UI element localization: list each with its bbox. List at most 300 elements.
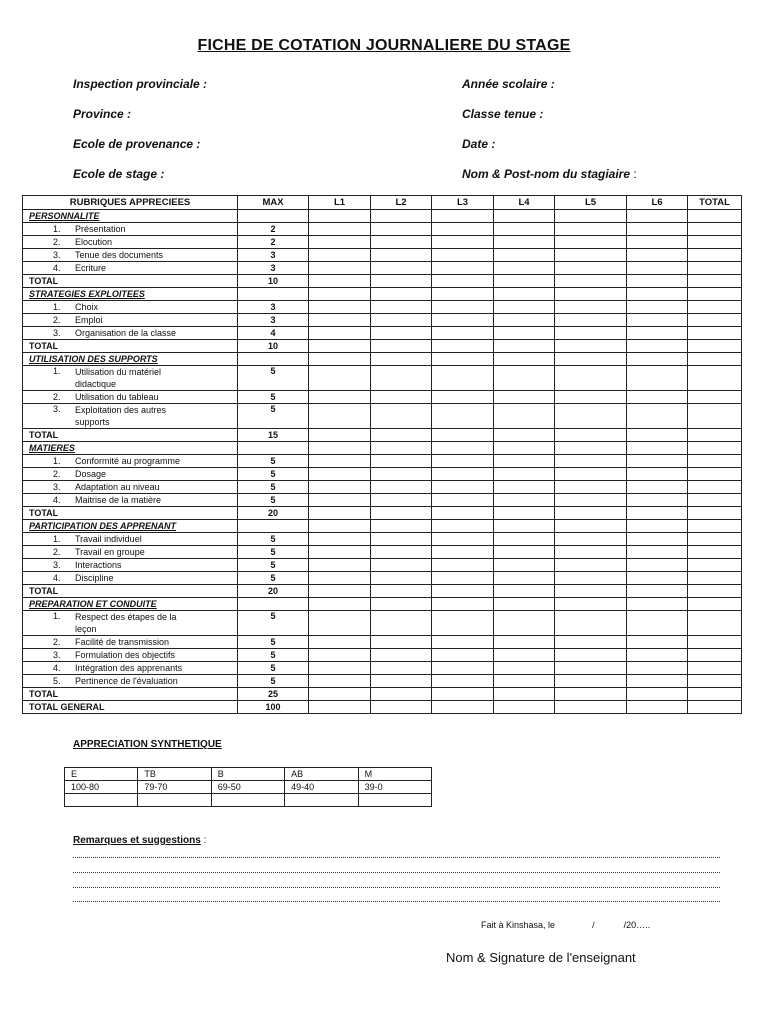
total-max: 10 xyxy=(238,340,309,353)
max-value: 5 xyxy=(238,468,309,481)
criterion-row xyxy=(23,301,742,314)
criterion-label xyxy=(23,481,238,494)
max-value: 5 xyxy=(238,533,309,546)
score-cell xyxy=(494,249,555,262)
criterion-text: Elocution xyxy=(75,236,113,247)
section-row xyxy=(23,353,742,366)
score-cell xyxy=(494,533,555,546)
score-cell xyxy=(555,675,627,688)
max-cell xyxy=(238,288,309,301)
max-cell xyxy=(238,442,309,455)
score-cell xyxy=(555,404,627,429)
score-cell xyxy=(555,288,627,301)
score-cell xyxy=(627,429,688,442)
score-cell xyxy=(688,262,742,275)
score-cell xyxy=(432,494,494,507)
score-cell xyxy=(371,546,432,559)
criterion-text: Utilisation du matériel didactique xyxy=(75,367,162,389)
total-max: 10 xyxy=(238,275,309,288)
col-header: L3 xyxy=(432,196,494,210)
score-cell xyxy=(309,210,371,223)
col-header: L1 xyxy=(309,196,371,210)
score-cell xyxy=(371,236,432,249)
score-cell xyxy=(688,314,742,327)
score-cell xyxy=(432,314,494,327)
criterion-number: 3. xyxy=(53,559,61,570)
col-header: RUBRIQUES APPRECIEES xyxy=(23,196,238,210)
score-cell xyxy=(371,507,432,520)
score-cell xyxy=(688,327,742,340)
score-cell xyxy=(309,636,371,649)
score-cell xyxy=(688,559,742,572)
score-cell xyxy=(432,455,494,468)
criterion-text: Formulation des objectifs xyxy=(75,649,176,660)
remarks-line xyxy=(73,901,720,902)
total-max: 20 xyxy=(238,585,309,598)
total-max: 15 xyxy=(238,429,309,442)
max-value: 5 xyxy=(238,481,309,494)
max-value: 5 xyxy=(238,649,309,662)
max-value: 5 xyxy=(238,546,309,559)
score-cell xyxy=(494,404,555,429)
score-cell xyxy=(627,559,688,572)
criterion-number: 3. xyxy=(53,327,61,338)
synthese-title: APPRECIATION SYNTHETIQUE xyxy=(73,739,222,750)
max-value: 2 xyxy=(238,236,309,249)
criterion-number: 3. xyxy=(53,649,61,660)
score-cell xyxy=(309,275,371,288)
score-cell xyxy=(688,701,742,714)
criterion-text: Ecriture xyxy=(75,262,107,273)
score-cell xyxy=(555,636,627,649)
grade-range: 69-50 xyxy=(211,781,284,794)
col-header: L4 xyxy=(494,196,555,210)
max-value: 5 xyxy=(238,559,309,572)
criterion-label xyxy=(23,455,238,468)
annee-scolaire-label: Année scolaire : xyxy=(462,77,555,91)
score-cell xyxy=(309,327,371,340)
score-cell xyxy=(309,455,371,468)
score-cell xyxy=(371,675,432,688)
classe-tenue-label: Classe tenue : xyxy=(462,107,544,121)
total-label: TOTAL xyxy=(23,340,238,353)
remarks-line xyxy=(73,872,720,873)
score-cell xyxy=(555,442,627,455)
score-cell xyxy=(432,559,494,572)
score-cell xyxy=(371,210,432,223)
score-cell xyxy=(494,301,555,314)
criterion-number: 2. xyxy=(53,636,61,647)
criterion-text: Intégration des apprenants xyxy=(75,662,183,673)
criterion-text: Pertinence de l'évaluation xyxy=(75,675,178,686)
criterion-row xyxy=(23,494,742,507)
remarks-line xyxy=(73,857,720,858)
criterion-row xyxy=(23,404,742,429)
max-value: 2 xyxy=(238,223,309,236)
score-cell xyxy=(494,340,555,353)
section-row xyxy=(23,442,742,455)
score-cell xyxy=(371,340,432,353)
score-cell xyxy=(309,468,371,481)
max-value: 5 xyxy=(238,675,309,688)
score-cell xyxy=(627,494,688,507)
score-cell xyxy=(555,611,627,636)
criterion-text: Tenue des documents xyxy=(75,249,164,260)
score-cell xyxy=(371,481,432,494)
score-cell xyxy=(627,611,688,636)
score-cell xyxy=(309,249,371,262)
criterion-label xyxy=(23,249,238,262)
score-cell xyxy=(555,662,627,675)
criterion-label xyxy=(23,494,238,507)
section-name: UTILISATION DES SUPPORTS xyxy=(23,353,238,366)
score-cell xyxy=(627,481,688,494)
score-cell xyxy=(627,598,688,611)
criterion-text: Discipline xyxy=(75,572,114,583)
score-cell xyxy=(432,585,494,598)
criterion-row xyxy=(23,223,742,236)
score-cell xyxy=(309,391,371,404)
score-cell xyxy=(494,688,555,701)
score-cell xyxy=(627,288,688,301)
score-cell xyxy=(555,314,627,327)
score-cell xyxy=(627,275,688,288)
score-cell xyxy=(432,429,494,442)
score-cell xyxy=(688,494,742,507)
score-cell xyxy=(688,507,742,520)
score-cell xyxy=(494,366,555,391)
criterion-label xyxy=(23,366,238,391)
total-max: 20 xyxy=(238,507,309,520)
criterion-label xyxy=(23,533,238,546)
total-max: 25 xyxy=(238,688,309,701)
score-cell xyxy=(432,520,494,533)
score-cell xyxy=(309,223,371,236)
score-cell xyxy=(555,210,627,223)
criterion-number: 1. xyxy=(53,455,61,466)
criterion-label xyxy=(23,223,238,236)
score-cell xyxy=(555,327,627,340)
grade-label: M xyxy=(358,768,431,781)
score-cell xyxy=(555,688,627,701)
score-cell xyxy=(627,572,688,585)
max-value: 3 xyxy=(238,301,309,314)
criterion-text: Emploi xyxy=(75,314,103,325)
score-cell xyxy=(309,546,371,559)
score-cell xyxy=(309,481,371,494)
evaluation-table xyxy=(22,195,742,714)
score-cell xyxy=(432,468,494,481)
criterion-text: Facilité de transmission xyxy=(75,636,170,647)
grade-range: 79-70 xyxy=(138,781,211,794)
score-cell xyxy=(627,249,688,262)
score-cell xyxy=(555,649,627,662)
score-cell xyxy=(432,611,494,636)
remarques-title: Remarques et suggestions : xyxy=(73,835,207,846)
criterion-label xyxy=(23,468,238,481)
max-cell xyxy=(238,353,309,366)
criterion-row xyxy=(23,533,742,546)
criterion-number: 4. xyxy=(53,572,61,583)
score-cell xyxy=(432,262,494,275)
table-header-row xyxy=(23,196,742,210)
max-value: 5 xyxy=(238,494,309,507)
score-cell xyxy=(555,481,627,494)
score-cell xyxy=(432,572,494,585)
score-cell xyxy=(494,494,555,507)
score-cell xyxy=(371,572,432,585)
grade-label: TB xyxy=(138,768,211,781)
max-value: 5 xyxy=(238,611,309,636)
max-value: 5 xyxy=(238,366,309,391)
criterion-row xyxy=(23,611,742,636)
criterion-label xyxy=(23,262,238,275)
score-cell xyxy=(494,468,555,481)
score-cell xyxy=(688,340,742,353)
date-slash: / xyxy=(592,920,595,930)
score-cell xyxy=(432,442,494,455)
score-cell xyxy=(432,301,494,314)
score-cell xyxy=(309,340,371,353)
score-cell xyxy=(688,611,742,636)
criterion-text: Dosage xyxy=(75,468,107,479)
max-cell xyxy=(238,210,309,223)
score-cell xyxy=(627,366,688,391)
score-cell xyxy=(432,533,494,546)
score-cell xyxy=(371,391,432,404)
score-cell xyxy=(627,442,688,455)
score-cell xyxy=(309,366,371,391)
score-cell xyxy=(555,275,627,288)
max-cell xyxy=(238,598,309,611)
score-cell xyxy=(688,366,742,391)
score-cell xyxy=(309,262,371,275)
col-header: L5 xyxy=(555,196,627,210)
score-cell xyxy=(555,301,627,314)
score-cell xyxy=(627,662,688,675)
criterion-text: Présentation xyxy=(75,223,126,234)
score-cell xyxy=(688,546,742,559)
score-cell xyxy=(432,391,494,404)
total-row xyxy=(23,688,742,701)
score-cell xyxy=(432,688,494,701)
score-cell xyxy=(627,520,688,533)
score-cell xyxy=(432,288,494,301)
score-cell xyxy=(432,649,494,662)
score-cell xyxy=(494,288,555,301)
section-name: STRATEGIES EXPLOITEES xyxy=(23,288,238,301)
score-cell xyxy=(371,262,432,275)
criterion-row xyxy=(23,327,742,340)
score-cell xyxy=(555,598,627,611)
criterion-label xyxy=(23,611,238,636)
score-cell xyxy=(494,275,555,288)
score-cell xyxy=(309,301,371,314)
criterion-number: 1. xyxy=(53,301,61,312)
fait-label: Fait à Kinshasa, le xyxy=(481,920,556,930)
score-cell xyxy=(371,611,432,636)
total-label: TOTAL xyxy=(23,688,238,701)
criterion-number: 2. xyxy=(53,391,61,402)
score-cell xyxy=(309,662,371,675)
score-cell xyxy=(688,353,742,366)
score-cell xyxy=(371,301,432,314)
section-name: PARTICIPATION DES APPRENANT xyxy=(23,520,238,533)
criterion-row xyxy=(23,649,742,662)
criterion-row xyxy=(23,636,742,649)
score-cell xyxy=(627,585,688,598)
score-cell xyxy=(555,429,627,442)
score-cell xyxy=(688,520,742,533)
score-cell xyxy=(555,559,627,572)
synthese-range-row xyxy=(65,781,432,794)
score-cell xyxy=(627,327,688,340)
criterion-number: 4. xyxy=(53,494,61,505)
score-cell xyxy=(688,649,742,662)
score-cell xyxy=(627,262,688,275)
score-cell xyxy=(688,288,742,301)
synthese-empty-row xyxy=(65,794,432,807)
score-cell xyxy=(627,340,688,353)
score-cell xyxy=(371,275,432,288)
criterion-row xyxy=(23,366,742,391)
score-cell xyxy=(494,327,555,340)
score-cell xyxy=(555,520,627,533)
score-cell xyxy=(688,455,742,468)
criterion-row xyxy=(23,249,742,262)
score-cell xyxy=(688,598,742,611)
score-cell xyxy=(688,533,742,546)
score-cell xyxy=(688,572,742,585)
col-header: MAX xyxy=(238,196,309,210)
criterion-row xyxy=(23,572,742,585)
criterion-text: Utilisation du tableau xyxy=(75,391,159,402)
empty-cell xyxy=(138,794,211,807)
score-cell xyxy=(309,649,371,662)
score-cell xyxy=(371,366,432,391)
criterion-label xyxy=(23,327,238,340)
synthese-header-row xyxy=(65,768,432,781)
score-cell xyxy=(494,598,555,611)
score-cell xyxy=(494,546,555,559)
score-cell xyxy=(494,649,555,662)
score-cell xyxy=(432,662,494,675)
criterion-number: 1. xyxy=(53,533,61,544)
criterion-text: Conformité au programme xyxy=(75,455,181,466)
score-cell xyxy=(494,353,555,366)
score-cell xyxy=(309,494,371,507)
score-cell xyxy=(494,429,555,442)
date-label: Date : xyxy=(462,137,496,151)
score-cell xyxy=(309,353,371,366)
score-cell xyxy=(627,649,688,662)
criterion-number: 2. xyxy=(53,546,61,557)
score-cell xyxy=(371,494,432,507)
score-cell xyxy=(555,391,627,404)
score-cell xyxy=(688,391,742,404)
score-cell xyxy=(494,481,555,494)
score-cell xyxy=(309,675,371,688)
score-cell xyxy=(555,701,627,714)
score-cell xyxy=(432,210,494,223)
criterion-label xyxy=(23,391,238,404)
score-cell xyxy=(432,353,494,366)
score-cell xyxy=(494,585,555,598)
score-cell xyxy=(494,507,555,520)
criterion-row xyxy=(23,236,742,249)
max-value: 5 xyxy=(238,391,309,404)
score-cell xyxy=(494,442,555,455)
score-cell xyxy=(494,223,555,236)
score-cell xyxy=(371,662,432,675)
score-cell xyxy=(371,223,432,236)
score-cell xyxy=(494,572,555,585)
score-cell xyxy=(371,636,432,649)
synthese-table xyxy=(64,767,432,807)
score-cell xyxy=(555,366,627,391)
criterion-row xyxy=(23,662,742,675)
score-cell xyxy=(688,585,742,598)
criterion-text: Exploitation des autres supports xyxy=(75,405,167,427)
date-year: /20….. xyxy=(623,920,651,930)
score-cell xyxy=(627,391,688,404)
total-label: TOTAL xyxy=(23,429,238,442)
score-cell xyxy=(688,210,742,223)
score-cell xyxy=(309,404,371,429)
score-cell xyxy=(309,520,371,533)
max-value: 5 xyxy=(238,636,309,649)
section-row xyxy=(23,210,742,223)
score-cell xyxy=(555,546,627,559)
score-cell xyxy=(371,455,432,468)
score-cell xyxy=(309,559,371,572)
score-cell xyxy=(627,455,688,468)
score-cell xyxy=(494,262,555,275)
criterion-row xyxy=(23,468,742,481)
max-value: 3 xyxy=(238,262,309,275)
score-cell xyxy=(688,404,742,429)
criterion-label xyxy=(23,662,238,675)
score-cell xyxy=(627,701,688,714)
general-total-label: TOTAL GENERAL xyxy=(23,701,238,714)
score-cell xyxy=(309,314,371,327)
score-cell xyxy=(494,520,555,533)
grade-label: AB xyxy=(285,768,358,781)
score-cell xyxy=(432,598,494,611)
score-cell xyxy=(371,585,432,598)
score-cell xyxy=(688,301,742,314)
criterion-text: Respect des étapes de la leçon xyxy=(75,612,177,634)
score-cell xyxy=(688,442,742,455)
criterion-label xyxy=(23,649,238,662)
criterion-number: 1. xyxy=(53,611,61,621)
score-cell xyxy=(309,611,371,636)
score-cell xyxy=(371,649,432,662)
score-cell xyxy=(627,688,688,701)
score-cell xyxy=(555,455,627,468)
score-cell xyxy=(555,494,627,507)
criterion-text: Adaptation au niveau xyxy=(75,481,160,492)
criterion-number: 2. xyxy=(53,236,61,247)
grade-range: 100-80 xyxy=(65,781,138,794)
score-cell xyxy=(627,314,688,327)
score-cell xyxy=(432,404,494,429)
criterion-text: Travail en groupe xyxy=(75,546,145,557)
score-cell xyxy=(432,249,494,262)
score-cell xyxy=(494,210,555,223)
max-value: 4 xyxy=(238,327,309,340)
score-cell xyxy=(432,701,494,714)
